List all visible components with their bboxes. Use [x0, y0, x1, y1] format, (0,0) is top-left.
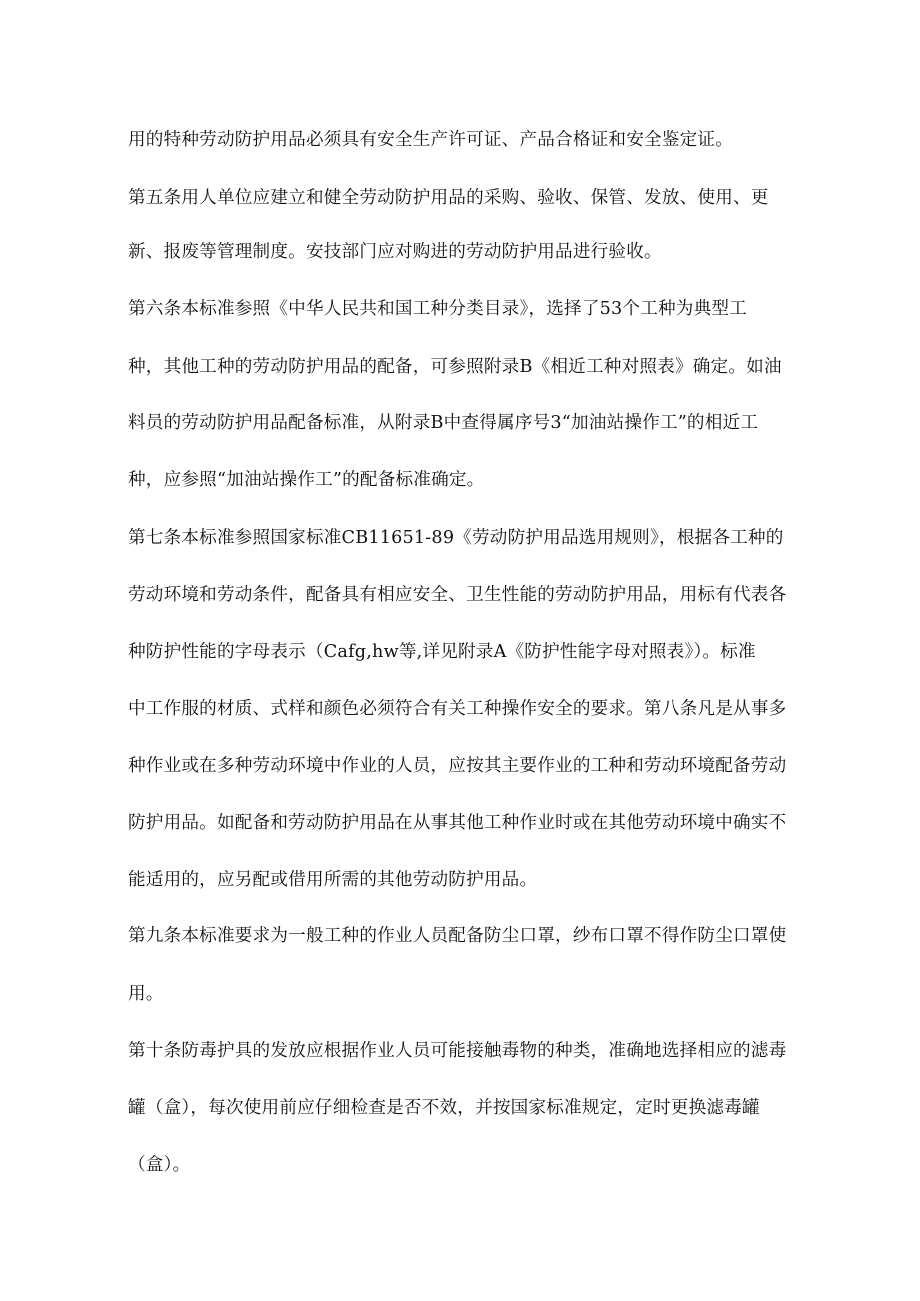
- text-line: 第十条防毒护具的发放应根据作业人员可能接触毒物的种类，准确地选择相应的滤毒: [128, 1041, 787, 1061]
- text-line: 种，其他工种的劳动防护用品的配备，可参照附录B《相近工种对照表》确定。如油: [128, 357, 782, 377]
- text-line: 用的特种劳动防护用品必须具有安全生产许可证、产品合格证和安全鉴定证。: [128, 130, 733, 150]
- text-line: 用。: [128, 984, 164, 1004]
- text-line: 第九条本标准要求为一般工种的作业人员配备防尘口罩，纱布口罩不得作防尘口罩使: [128, 926, 787, 946]
- text-line: 罐（盒），每次使用前应仔细检查是否不效，并按国家标准规定，定时更换滤毒罐: [128, 1098, 760, 1118]
- text-line: 第七条本标准参照国家标准CB11651-89《劳动防护用品选用规则》，根据各工种的: [128, 528, 784, 548]
- text-line: 中工作服的材质、式样和颜色必须符合有关工种操作安全的要求。第八条凡是从事多: [128, 699, 787, 719]
- text-line: 料员的劳动防护用品配备标准，从附录B中查得属序号3“加油站操作工”的相近工: [128, 413, 759, 433]
- text-line: 种作业或在多种劳动环境中作业的人员，应按其主要作业的工种和劳动环境配备劳动: [128, 756, 787, 776]
- text-line: 劳动环境和劳动条件，配备具有相应安全、卫生性能的劳动防护用品，用标有代表各: [128, 585, 787, 605]
- text-line: 能适用的，应另配或借用所需的其他劳动防护用品。: [128, 870, 538, 890]
- text-line: 第六条本标准参照《中华人民共和国工种分类目录》，选择了53个工种为典型工: [128, 299, 747, 319]
- text-line: 新、报废等管理制度。安技部门应对购进的劳动防护用品进行验收。: [128, 242, 662, 262]
- text-line: 种，应参照“加油站操作工”的配备标准确定。: [128, 470, 485, 490]
- text-line: 种防护性能的字母表示（Cafg,hw等,详见附录A《防护性能字母对照表》）。标准: [128, 642, 756, 662]
- text-line: 第五条用人单位应建立和健全劳动防护用品的采购、验收、保管、发放、使用、更: [128, 188, 769, 208]
- text-line: （盒）。: [128, 1155, 191, 1175]
- text-line: 防护用品。如配备和劳动防护用品在从事其他工种作业时或在其他劳动环境中确实不: [128, 813, 787, 833]
